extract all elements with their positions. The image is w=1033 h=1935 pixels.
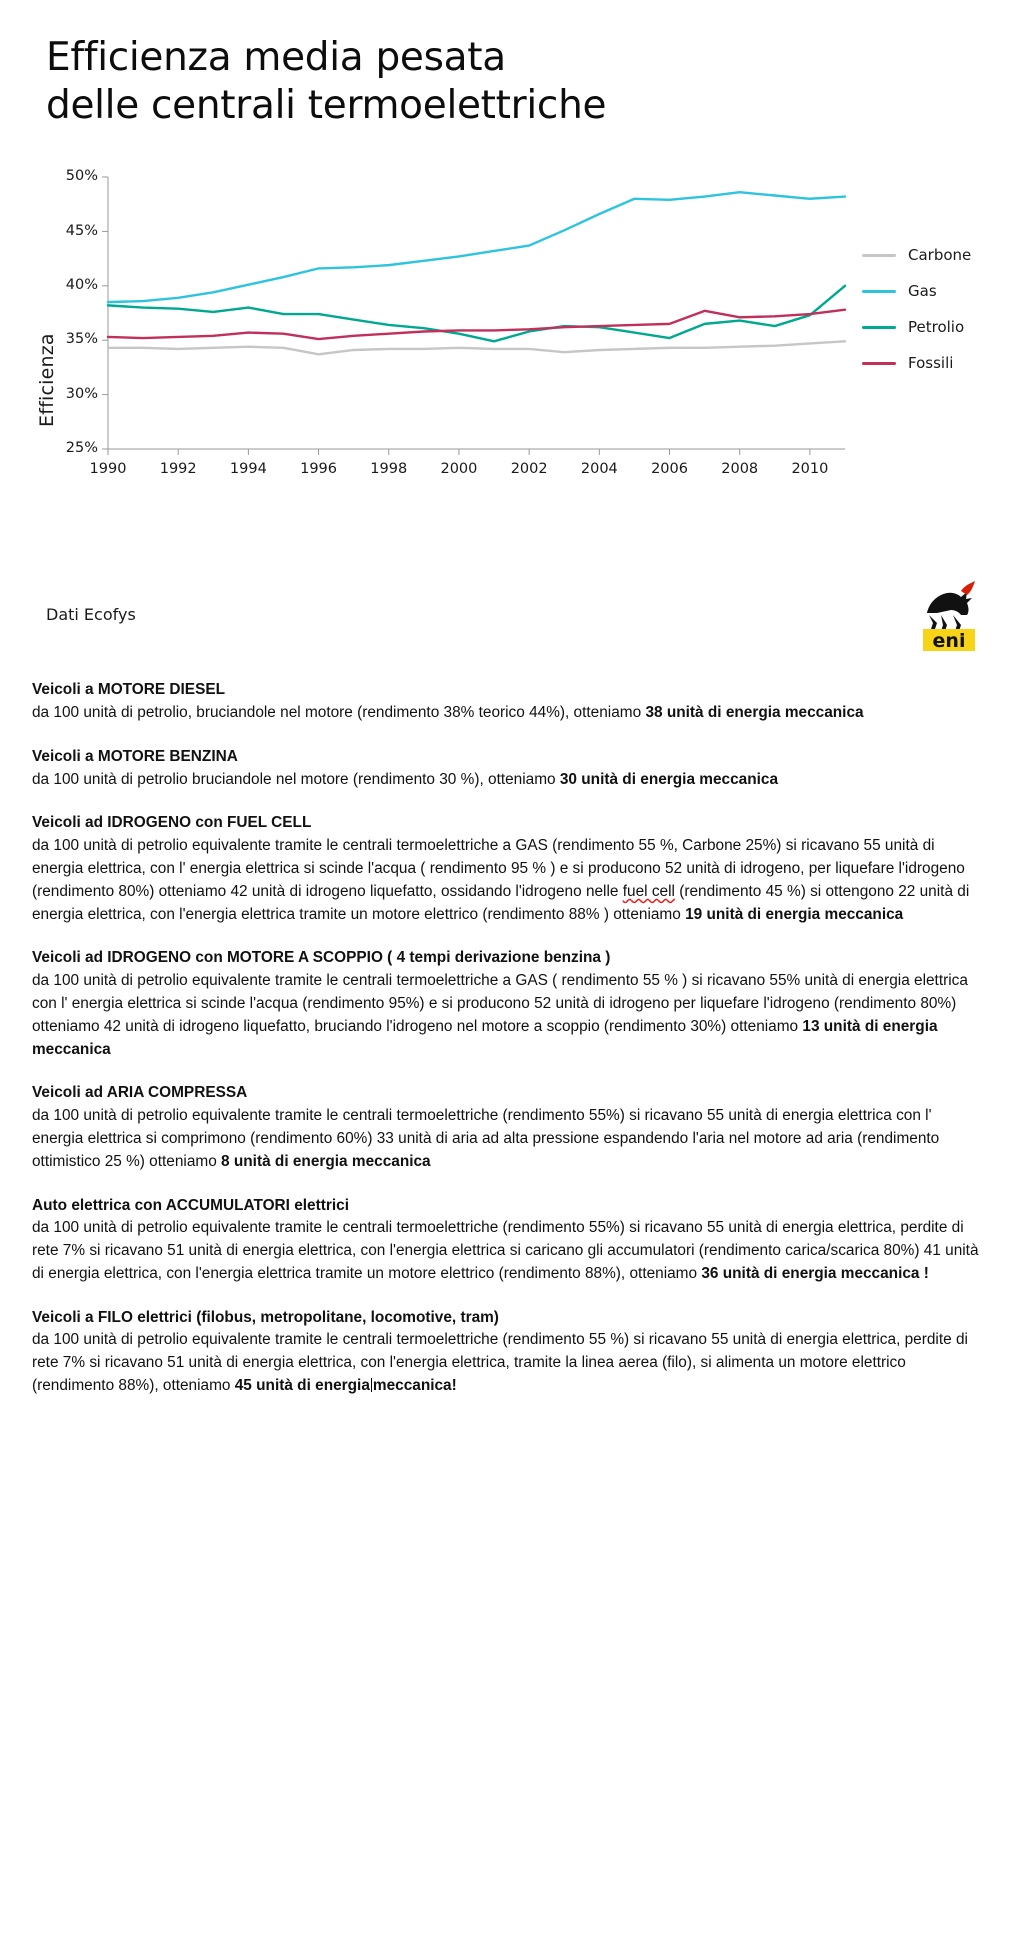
legend-label: Carbone <box>908 246 972 265</box>
x-axis-tick-label: 1992 <box>159 461 197 478</box>
paragraph-heading: Veicoli ad IDROGENO con MOTORE A SCOPPIO ( 4 tempi derivazione benzina ) <box>32 949 611 967</box>
chart-legend <box>862 237 1022 381</box>
legend-label: Fossili <box>908 354 954 373</box>
x-axis-tick-label: 1994 <box>229 461 267 478</box>
page-title-line-1: Efficienza media pesata <box>46 35 506 80</box>
paragraph-heading: Veicoli ad IDROGENO con FUEL CELL <box>32 814 312 832</box>
paragraph-accumulatori <box>32 1195 987 1286</box>
body-text: da 100 unità di petrolio equivalente tramite le centrali termoelettriche a GAS (rendimento 55 %, Carbone 25%) si ricavano 55 unità di energia elettrica, con l' energia elettrica si scinde l'acqua ( rendimento 95 % ) e si producono 52 unità di idrogeno, per liquefare l'idrogeno (rendimento 80%) otteniamo 42 unità di idrogeno liquefatto, ossidando l'idrogeno nelle <box>32 837 965 900</box>
legend-label: Petrolio <box>908 318 965 337</box>
legend-color-swatch <box>862 326 896 329</box>
y-axis-tick-label: 35% <box>65 331 98 348</box>
emphasis-text: meccanica! <box>372 1377 457 1395</box>
svg-text:eni: eni <box>932 630 966 653</box>
y-axis-tick-label: 50% <box>65 168 98 185</box>
x-axis-tick-label: 1998 <box>370 461 408 478</box>
body-text: da 100 unità di petrolio equivalente tramite le centrali termoelettriche (rendimento 55 %) si ricavano 55 unità di energia elettrica, perdite di rete 7% si ricavano 51 unità di energia elettrica, con l'energia elettrica, tramite la linea aerea (filo), si alimenta un motore elettrico (rendimento 88%), otteniamo <box>32 1331 968 1395</box>
paragraph-idrogeno-scoppio <box>32 947 987 1061</box>
paragraph-idrogeno-fuel-cell <box>32 812 987 926</box>
legend-color-swatch <box>862 290 896 293</box>
legend-item-gas[interactable] <box>862 273 1022 309</box>
body-text: da 100 unità di petrolio, bruciandole nel motore (rendimento 38% teorico 44%), otteniamo <box>32 703 646 721</box>
y-axis-tick-label: 40% <box>65 276 98 293</box>
emphasis-text: 45 unità di energia <box>234 1377 370 1395</box>
y-axis-tick-label: 45% <box>65 222 98 239</box>
legend-color-swatch <box>862 254 896 257</box>
source-label: Dati Ecofys <box>46 605 136 625</box>
paragraph-benzina <box>32 746 987 792</box>
page-title-line-2: delle centrali termoelettriche <box>46 82 607 128</box>
paragraph-diesel <box>32 679 987 725</box>
body-text: da 100 unità di petrolio equivalente tramite le centrali termoelettriche a GAS ( rendimento 55 % ) si ricavano 55% unità di energia elettrica con l' energia elettrica si scinde l'acqua (rendimento 95%) e si producono 52 unità di idrogeno per liquefare l'idrogeno (rendimento 80%) otteniamo 42 unità di idrogeno liquefatto, bruciando l'idrogeno nel motore a scoppio (rendimento 30%) otteniamo <box>32 972 968 1035</box>
x-axis-tick-label: 2010 <box>791 461 829 478</box>
spellcheck-text: fuel cell <box>622 882 675 900</box>
text-caret <box>371 1378 372 1392</box>
x-axis-tick-label: 2008 <box>721 461 759 478</box>
paragraph-heading: Auto elettrica con ACCUMULATORI elettrici <box>32 1196 349 1214</box>
body-text: da 100 unità di petrolio equivalente tramite le centrali termoelettriche (rendimento 55%) si ricavano 55 unità di energia elettrica con l' energia elettrica si comprimono (rendimento 60%) 33 unità di aria ad alta pressione espandendo l'aria nel motore ad aria (rendimento ottimistico 25 %) otteniamo <box>32 1107 940 1170</box>
paragraph-heading: Veicoli a MOTORE BENZINA <box>32 747 238 765</box>
x-axis-tick-label: 2000 <box>440 461 478 478</box>
paragraph-aria-compressa <box>32 1082 987 1173</box>
emphasis-text: 36 unità di energia meccanica ! <box>701 1264 929 1282</box>
emphasis-text: 38 unità di energia meccanica <box>645 703 864 721</box>
legend-item-petrolio[interactable] <box>862 309 1022 345</box>
legend-item-carbone[interactable] <box>862 237 1022 273</box>
body-text: da 100 unità di petrolio equivalente tramite le centrali termoelettriche (rendimento 55%) si ricavano 55 unità di energia elettrica, perdite di rete 7% si ricavano 51 unità di energia elettrica, con l'energia elettrica si caricano gli accumulatori (rendimento carica/scarica 80%) 41 unità di energia elettrica, con l'energia elettrica tramite un motore elettrico (rendimento 88%), otteniamo <box>32 1219 979 1282</box>
body-text: (rendimento 45 %) si ottengono 22 unità di energia elettrica, con l'energia elettrica tramite un motore elettrico (rendimento 88% ) otteniamo <box>32 882 970 923</box>
emphasis-text: 13 unità di energia meccanica <box>32 1017 938 1058</box>
legend-color-swatch <box>862 362 896 365</box>
paragraph-heading: Veicoli ad ARIA COMPRESSA <box>32 1084 248 1102</box>
y-axis-tick-label: 30% <box>65 385 98 402</box>
paragraph-heading: Veicoli a MOTORE DIESEL <box>32 681 226 699</box>
efficiency-line-chart <box>0 159 1033 579</box>
paragraph-filo-elettrici <box>32 1307 987 1398</box>
x-axis-tick-label: 2006 <box>651 461 688 478</box>
paragraph-heading: Veicoli a FILO elettrici (filobus, metropolitane, locomotive, tram) <box>32 1308 499 1326</box>
body-text: da 100 unità di petrolio bruciandole nel motore (rendimento 30 %), otteniamo <box>32 770 560 788</box>
x-axis-tick-label: 1990 <box>89 461 127 478</box>
x-axis-tick-label: 1996 <box>300 461 338 478</box>
legend-item-fossili[interactable] <box>862 345 1022 381</box>
page-title <box>0 0 1033 129</box>
article-body <box>0 659 1033 1438</box>
x-axis-tick-label: 2004 <box>580 461 618 478</box>
emphasis-text: 30 unità di energia meccanica <box>559 770 779 788</box>
emphasis-text: 8 unità di energia meccanica <box>221 1152 431 1170</box>
eni-logo-icon <box>917 579 981 653</box>
emphasis-text: 19 unità di energia meccanica <box>685 905 904 923</box>
y-axis-tick-label: 25% <box>65 440 98 457</box>
x-axis-tick-label: 2002 <box>510 461 548 478</box>
y-axis-title: Efficienza <box>36 333 58 428</box>
legend-label: Gas <box>908 282 937 301</box>
chart-footer <box>0 579 1033 659</box>
